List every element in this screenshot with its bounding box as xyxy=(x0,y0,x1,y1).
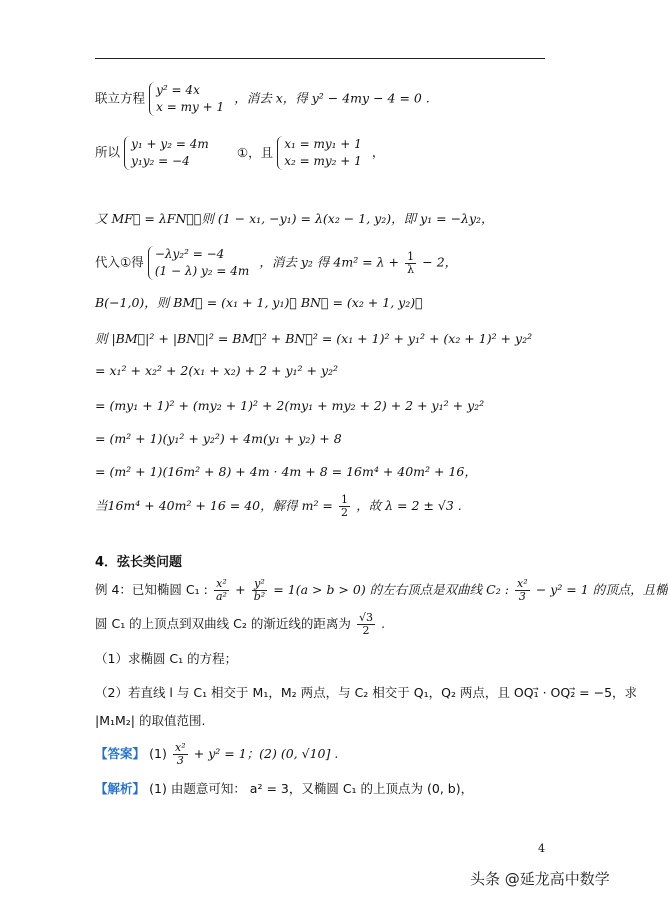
denominator: λ xyxy=(407,262,415,276)
section-heading: 4．弦长类问题 xyxy=(95,555,183,570)
equation: (1 − λ) y₂ = 4m xyxy=(154,264,250,278)
text: 圆 C₁ 的上顶点到双曲线 C₂ 的渐近线的距离为 xyxy=(95,616,351,631)
fraction xyxy=(405,251,416,276)
page-number: 4 xyxy=(538,842,545,855)
equation: y² = 4x xyxy=(156,83,200,97)
text-line-3: 又 MF⃗ = λFN⃗，则 (1 − x₁, −y₁) = λ(x₂ − 1, y₂)，即 y₁ = −λy₂， xyxy=(95,211,494,226)
header-rule xyxy=(95,58,545,59)
fraction xyxy=(252,578,267,603)
equation-system xyxy=(277,136,368,170)
text: . xyxy=(381,616,386,631)
text: ①，且 xyxy=(236,144,274,160)
text: ，消去 y₂ 得 4m² = λ + xyxy=(259,254,399,270)
answer-line xyxy=(95,742,338,767)
numerator: x² xyxy=(214,578,229,591)
example-line-1 xyxy=(95,578,668,603)
text: ， xyxy=(371,144,385,160)
text-line-1 xyxy=(95,82,430,116)
equation: x₂ = my₂ + 1 xyxy=(284,154,362,168)
text: − 2， xyxy=(422,254,458,270)
text: 联立方程 xyxy=(95,90,146,106)
text-line-6: 则 |BM⃗|² + |BN⃗|² = BM⃗² + BN⃗² = (x₁ + 1)² + y₁² + (x₂ + 1)² + y₂² xyxy=(95,331,533,346)
text: (1) 由题意可知： a² = 3，又椭圆 C₁ 的上顶点为 (0, b)， xyxy=(149,781,474,796)
solution-tag: 【解析】 xyxy=(95,781,146,796)
text: ，故 λ = 2 ± √3 . xyxy=(356,498,462,513)
text: 当16m⁴ + 40m² + 16 = 40，解得 m² = xyxy=(95,498,333,513)
denominator: 2 xyxy=(341,506,349,519)
fraction xyxy=(173,742,188,767)
question-2-continued: |M₁M₂| 的取值范围. xyxy=(95,713,206,728)
equation: y₁y₂ = −4 xyxy=(131,154,190,168)
denominator: a² xyxy=(215,590,227,603)
numerator: √3 xyxy=(359,611,374,624)
watermark: 头条 @延龙高中数学 xyxy=(470,870,610,888)
equation: x₁ = my₁ + 1 xyxy=(284,137,362,151)
answer-tag: 【答案】 xyxy=(95,746,146,761)
text: (1) xyxy=(149,746,167,761)
denominator: 3 xyxy=(518,590,526,603)
text-line-5: B(−1,0)，则 BM⃗ = (x₁ + 1, y₁)， BN⃗ = (x₂ + 1, y₂)， xyxy=(95,295,423,310)
text: ，消去 x，得 y² − 4my − 4 = 0 . xyxy=(234,90,430,106)
denominator: b² xyxy=(253,590,266,603)
text: 代入①得 xyxy=(95,254,144,270)
numerator: 1 xyxy=(341,493,349,506)
text: 例 4：已知椭圆 C₁ : xyxy=(95,582,208,597)
numerator: 1 xyxy=(407,249,415,263)
equation-system xyxy=(149,82,230,116)
text-line-9: = (m² + 1)(y₁² + y₂²) + 4m(y₁ + y₂) + 8 xyxy=(95,431,342,446)
equation-system xyxy=(124,136,215,170)
equation: y₁ + y₂ = 4m xyxy=(131,137,209,151)
text: − y² = 1 的顶点，且椭 xyxy=(535,582,668,597)
example-line-2 xyxy=(95,612,385,637)
fraction xyxy=(515,578,530,603)
fraction xyxy=(339,494,350,519)
equation: −λy₂² = −4 xyxy=(154,247,225,261)
text-line-4 xyxy=(95,246,457,280)
text-line-10: = (m² + 1)(16m² + 8) + 4m · 4m + 8 = 16m⁴ + 40m² + 16， xyxy=(95,464,477,479)
text-line-7: = x₁² + x₂² + 2(x₁ + x₂) + 2 + y₁² + y₂² xyxy=(95,363,339,378)
question-2: （2）若直线 l 与 C₁ 相交于 M₁，M₂ 两点，与 C₂ 相交于 Q₁，Q₂ 两点，且 OQ₁⃗ · OQ₂⃗ = −5，求 xyxy=(95,685,638,700)
question-1: （1）求椭圆 C₁ 的方程； xyxy=(95,651,238,666)
text: 所以 xyxy=(95,144,121,160)
fraction xyxy=(214,578,229,603)
equation-system xyxy=(148,246,255,280)
text-line-8: = (my₁ + 1)² + (my₂ + 1)² + 2(my₁ + my₂ + 2) + 2 + y₁² + y₂² xyxy=(95,398,485,413)
numerator: y² xyxy=(252,578,267,591)
fraction xyxy=(357,612,375,637)
text-line-11 xyxy=(95,494,462,519)
denominator: 2 xyxy=(362,624,370,637)
text: + y² = 1；(2) (0, √10] . xyxy=(193,746,339,761)
equation: x = my + 1 xyxy=(156,100,225,114)
text: = 1(a > b > 0) 的左右顶点是双曲线 C₂ : xyxy=(273,582,509,597)
numerator: x² xyxy=(175,741,186,754)
numerator: x² xyxy=(517,577,528,590)
denominator: 3 xyxy=(176,754,184,767)
solution-line xyxy=(95,780,473,799)
text-line-2 xyxy=(95,136,384,170)
text: + xyxy=(235,582,246,597)
